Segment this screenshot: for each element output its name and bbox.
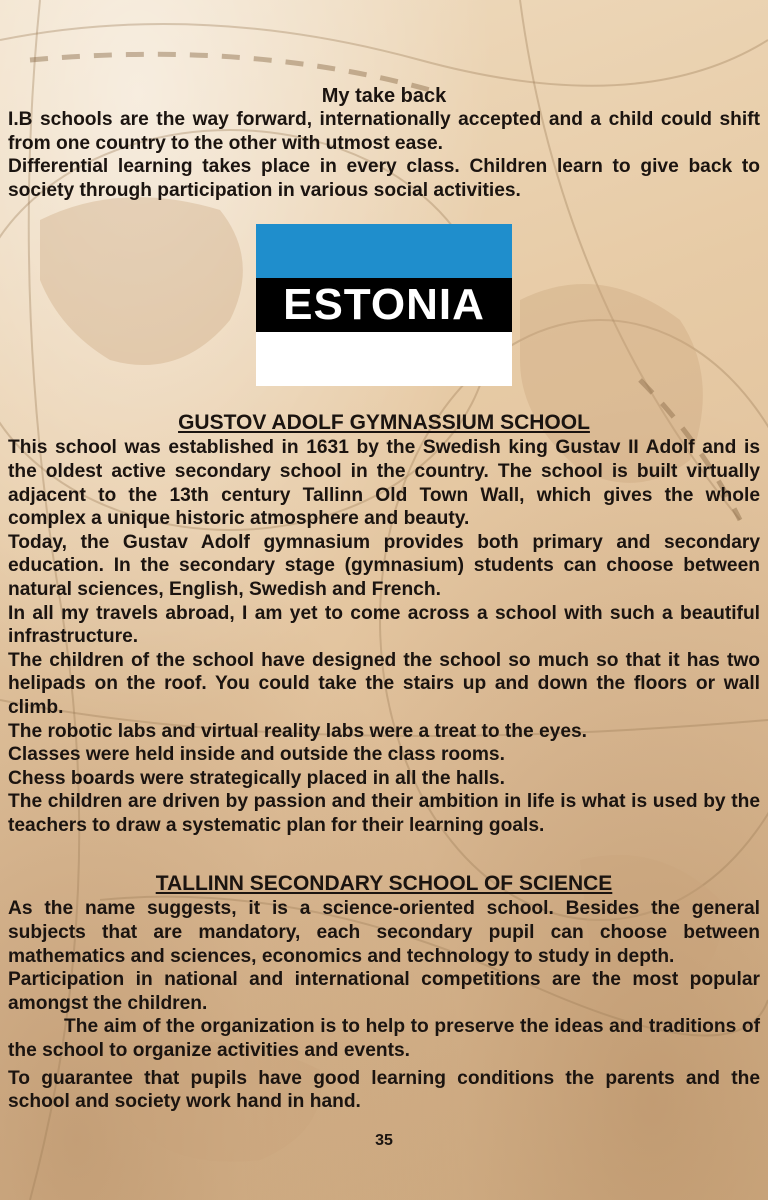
section2-paragraph: Participation in national and international competitions are the most popular amongst the children.	[8, 969, 760, 1014]
flag-black-band	[256, 278, 512, 332]
section1-paragraph: Today, the Gustav Adolf gymnasium provides both primary and secondary education. In the secondary stage (gymnasium) students can choose between natural sciences, English, Swedish and French.	[8, 531, 760, 600]
intro-heading: My take back	[321, 85, 447, 107]
section1-paragraph: Chess boards were strategically placed in all the halls.	[8, 767, 505, 789]
section1-paragraph: The children of the school have designed the school so much so that it has two helipads on the roof. You could take the stairs up and down the floors or wall climb.	[8, 649, 760, 718]
section1-paragraph: The robotic labs and virtual reality labs were a treat to the eyes.	[8, 720, 588, 742]
section1-paragraph: The children are driven by passion and their ambition in life is what is used by the teachers to draw a systematic plan for their learning goals.	[8, 791, 760, 836]
flag-label: ESTONIA	[283, 280, 485, 330]
section2-paragraph: The aim of the organization is to help to preserve the ideas and traditions of the school to organize activities and events.	[8, 1016, 760, 1062]
intro-paragraph: I.B schools are the way forward, internationally accepted and a child could shift from one country to the other with utmost ease.	[8, 109, 760, 154]
section1-paragraph: In all my travels abroad, I am yet to come across a school with such a beautiful infrastructure.	[8, 602, 760, 648]
estonia-flag	[256, 224, 512, 386]
section1-paragraph: Classes were held inside and outside the class rooms.	[8, 744, 505, 766]
flag-blue-band	[256, 224, 512, 278]
section-title-tallinn-science: TALLINN SECONDARY SCHOOL OF SCIENCE	[155, 872, 613, 896]
section2-paragraph: As the name suggests, it is a science-oriented school. Besides the general subjects that are mandatory, each secondary pupil can choose between mathematics and sciences, economics and technology to study in depth.	[8, 898, 760, 967]
section1-paragraph: This school was established in 1631 by the Swedish king Gustav II Adolf and is the oldest active secondary school in the country. The school is built virtually adjacent to the 13th century Tallinn Old Town Wall, which gives the whole complex a unique historic atmosphere and beauty.	[8, 437, 760, 530]
section-title-gustov-adolf: GUSTOV ADOLF GYMNASSIUM SCHOOL	[178, 411, 590, 435]
page-number: 35	[375, 1131, 393, 1149]
intro-paragraph: Differential learning takes place in every class. Children learn to give back to society through participation in various social activities.	[8, 156, 760, 201]
section2-paragraph: To guarantee that pupils have good learning conditions the parents and the school and society work hand in hand.	[8, 1067, 760, 1113]
flag-white-band	[256, 332, 512, 386]
